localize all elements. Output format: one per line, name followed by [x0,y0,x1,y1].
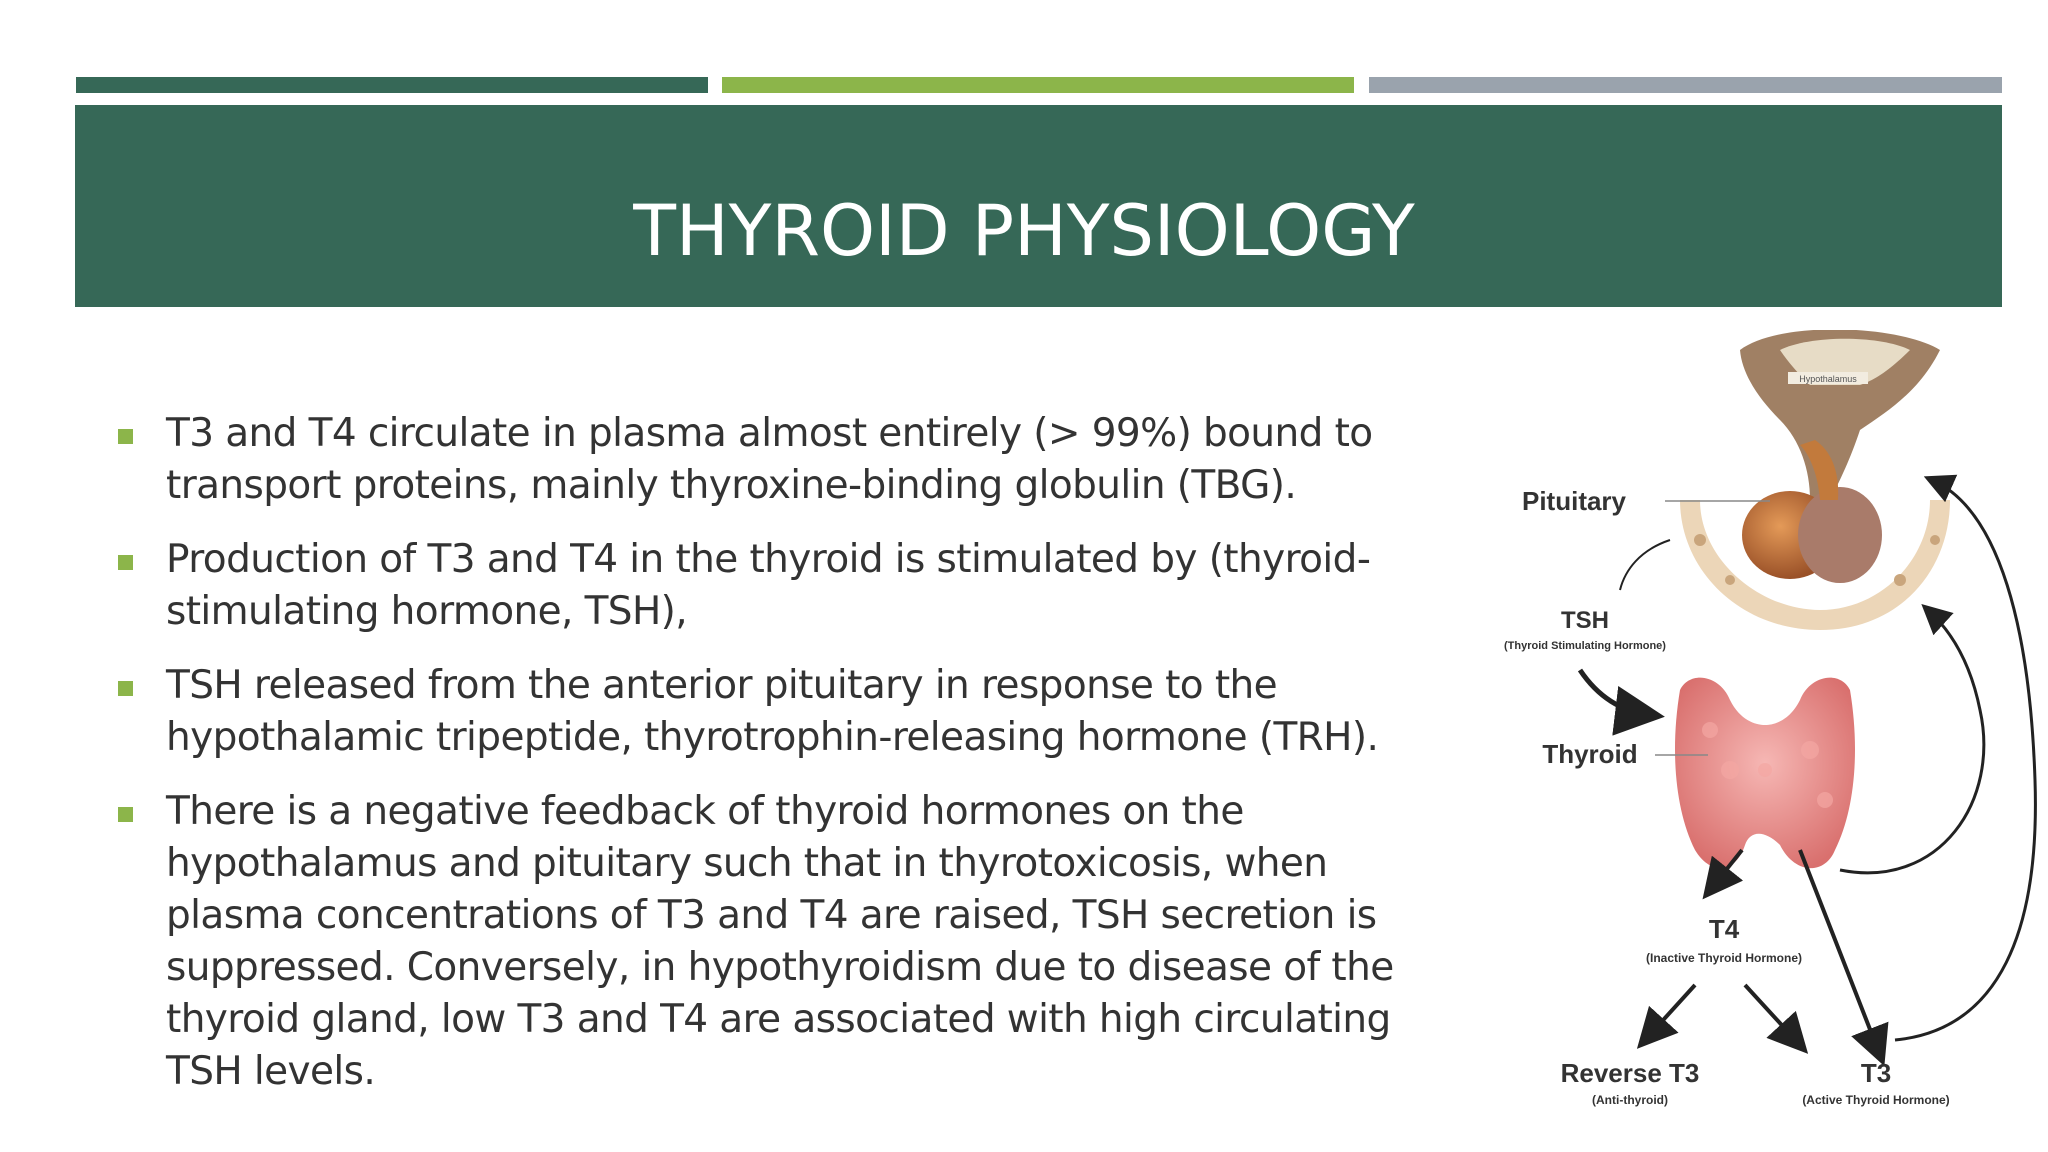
bullet-item [114,534,1474,638]
t4-label: T4 [1708,914,1740,944]
bullet-item [114,408,1474,512]
hypothalamus-illustration [1740,330,1940,500]
pituitary-label: Pituitary [1521,486,1627,516]
hypothalamus-label: Hypothalamus [1799,374,1857,384]
bullet-text: Production of T3 and T4 in the thyroid is stimulated by (thyroid-stimulating hormone, TSH), [166,537,1371,634]
bullet-text: There is a negative feedback of thyroid hormones on the hypothalamus and pituitary such that in thyrotoxicosis, when plasma concentrations of T3 and T4 are raised, TSH secretion is suppressed. Conversely, in hypothyroidism due to disease of the thyroid gland, low T3 and T4 are associated with high circulating TSH levels. [166,789,1394,1094]
accent-bar-dark-green [76,77,708,93]
t4-subtitle: (Inactive Thyroid Hormone) [1645,951,1803,965]
pituitary-illustration [1680,440,1950,630]
accent-bar-light-green [722,77,1354,93]
bullet-list [114,408,1474,1120]
bullet-item [114,786,1474,1098]
accent-bar-gray [1369,77,2002,93]
bullet-square-icon [118,807,133,822]
thyroid-axis-diagram [1480,330,2048,1130]
t3-subtitle: (Active Thyroid Hormone) [1802,1093,1950,1107]
reverse-t3-label: Reverse T3 [1560,1058,1700,1088]
bullet-item [114,660,1474,764]
tsh-subtitle: (Thyroid Stimulating Hormone) [1504,640,1666,652]
feedback-arrow-thyroid-to-pituitary [1840,610,1984,873]
thyroid-label: Thyroid [1542,739,1638,769]
bullet-square-icon [118,555,133,570]
tsh-label: TSH [1561,607,1609,634]
slide-title: THYROID PHYSIOLOGY [633,190,1415,272]
bullet-text: T3 and T4 circulate in plasma almost entirely (> 99%) bound to transport proteins, mainly thyroxine-binding globulin (TBG). [166,411,1373,508]
bullet-square-icon [118,681,133,696]
t3-label: T3 [1860,1058,1892,1088]
thyroid-gland-illustration [1675,678,1855,869]
bullet-text: TSH released from the anterior pituitary in response to the hypothalamic tripeptide, thyrotrophin-releasing hormone (TRH). [166,663,1379,760]
reverse-t3-subtitle: (Anti-thyroid) [1592,1093,1668,1107]
bullet-square-icon [118,429,133,444]
